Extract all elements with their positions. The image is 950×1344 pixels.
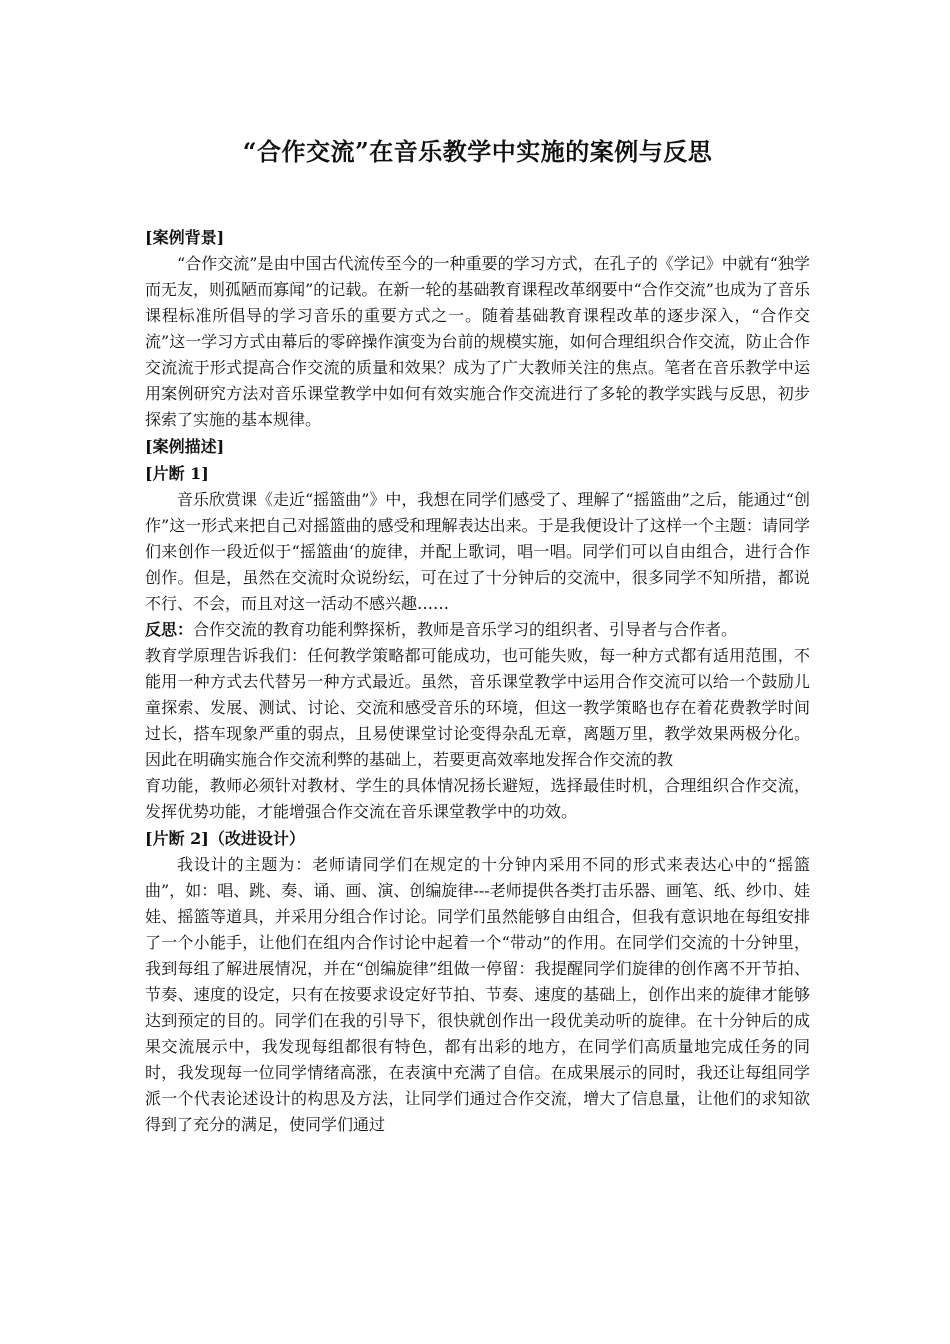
reflection-label: 反思：	[145, 620, 194, 639]
reflection-text: 合作交流的教育功能利弊探析，教师是音乐学习的组织者、引导者与合作者。	[193, 620, 738, 639]
fragment-2-paragraph: 我设计的主题为：老师请同学们在规定的十分钟内采用不同的形式来表达心中的“摇篮曲”，如：唱、跳、奏、诵、画、演、创编旋律---老师提供各类打击乐器、画笔、纸、纱巾、娃娃、摇篮等道具，并采用分组合作讨论。同学们虽然能够自由组合，但我有意识地在每组安排了一个小能手，让他们在组内合作讨论中起着一个“带动”的作用。在同学们交流的十分钟里，我到每组了解进展情况，并在“创编旋律”组做一停留：我提醒同学们旋律的创作离不开节拍、节奏、速度的设定，只有在按要求设定好节拍、节奏、速度的基础上，创作出来的旋律才能够达到预定的目的。同学们在我的引导下，很快就创作出一段优美动听的旋律。在十分钟后的成果交流展示中，我发现每组都很有特色，都有出彩的地方，在同学们高质量地完成任务的同时，我发现每一位同学情绪高涨，在表演中充满了自信。在成果展示的同时，我还让每组同学派一个代表论述设计的构思及方法，让同学们通过合作交流，增大了信息量，让他们的求知欲得到了充分的满足，使同学们通过	[145, 855, 810, 1134]
background-paragraph: “合作交流”是由中国古代流传至今的一种重要的学习方式，在孔子的《学记》中就有“独学而无友，则孤陋而寡闻”的记载。在新一轮的基础教育课程改革纲要中“合作交流”也成为了音乐课程标准所倡导的学习音乐的重要方式之一。随着基础教育课程改革的逐步深入，“合作交流”这一学习方式由幕后的零碎操作演变为台前的规模实施，如何合理组织合作交流，防止合作交流流于形式提高合作交流的质量和效果？成为了广大教师关注的焦点。笔者在音乐教学中运用案例研究方法对音乐课堂教学中如何有效实施合作交流进行了多轮的教学实践与反思，初步探索了实施的基本规律。	[145, 254, 810, 429]
document-title: “合作交流”在音乐教学中实施的案例与反思	[242, 137, 713, 166]
section-heading-background: [案例背景]	[145, 228, 225, 247]
section-heading-description: [案例描述]	[145, 437, 225, 456]
education-principle-paragraph: 教育学原理告诉我们：任何教学策略都可能成功，也可能失败，每一种方式都有适用范围，不能用一种方式去代替另一种方式最近。虽然，音乐课堂教学中运用合作交流可以给一个鼓励儿童探索、发展、测试、讨论、交流和感受音乐的环境，但这一教学策略也存在着花费教学时间过长，搭车现象严重的弱点，且易使课堂讨论变得杂乱无章，离题万里，教学效果两极分化。因此在明确实施合作交流利弊的基础上，若要更高效率地发挥合作交流的教	[145, 646, 810, 769]
reflection-paragraph	[145, 617, 810, 643]
education-function-paragraph: 育功能，教师必须针对教材、学生的具体情况扬长避短，选择最佳时机，合理组织合作交流，发挥优势功能，才能增强合作交流在音乐课堂教学中的功效。	[145, 776, 810, 821]
document-page	[145, 128, 810, 1138]
fragment-1-paragraph: 音乐欣赏课《走近“摇篮曲”》中，我想在同学们感受了、理解了“摇篮曲”之后，能通过“创作”这一形式来把自己对摇篮曲的感受和理解表达出来。于是我便设计了这样一个主题：请同学们来创作一段近似于“摇篮曲‘的旋律，并配上歌词，唱一唱。同学们可以自由组合，进行合作创作。但是，虽然在交流时众说纷纭，可在过了十分钟后的交流中，很多同学不知所措，都说不行、不会，而且对这一活动不感兴趣……	[145, 490, 810, 613]
fragment-1-heading: [片断 1]	[145, 464, 209, 483]
fragment-2-heading: [片断 2]（改进设计）	[145, 829, 305, 848]
